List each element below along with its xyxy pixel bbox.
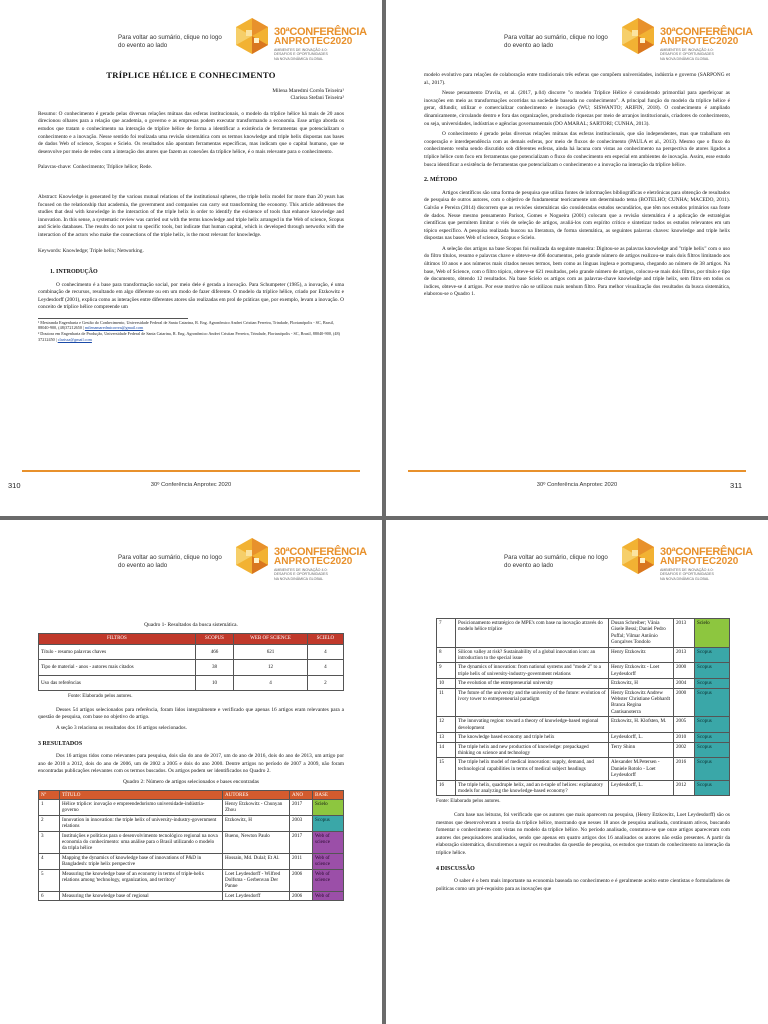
section-heading-introducao: 1. INTRODUÇÃO — [50, 269, 98, 276]
title-cell: The triple helix, quadruple helix, and an n-tuple of helices: explanatory models for analyzing the knowledge-based economy? — [456, 780, 609, 796]
year-cell: 2012 — [674, 780, 695, 796]
title-cell: Silicon valley at risk? Sustainability of a global innovation icon: an introduction to the special issue — [456, 647, 609, 663]
quadro-2-table — [38, 790, 344, 902]
paragraph: Nesse pensamento D'avila, et al. (2017, p.04) discorre "o modelo Tríplice Hélice é considerado primordial para aperfeiçoar as inovações em meio as transformações ocorridas na sociedade baseada no conhecimento". A principal função do modelo da tríplice hélice é gerar, difundir, utilizar e comercializar conhecimento e inovação (WU; SISWANTO; ARIFIN, 2018). O conhecimento é ampliado dinamicamente, circulando dentro e fora das organizações, produzindo riquezas por meio de arranjos institucionais, criadores do conhecimento, ou seja, universidades, indústrias e agências governamentais (DO AMARAL; SARTORI; CUNHA, 2013). — [424, 90, 730, 127]
page-body — [436, 618, 730, 896]
page-footer — [0, 470, 382, 516]
page-header — [386, 10, 768, 60]
authors-cell: Leydesdorff, L. — [609, 733, 674, 742]
table-row — [437, 619, 730, 648]
footnote-2-email-link[interactable]: clarissa@gmail.com — [57, 336, 92, 342]
hexagon-logo-icon — [232, 16, 272, 56]
logo-subtitle: ANPROTEC2020 — [274, 556, 353, 567]
base-cell: Web of science — [313, 853, 344, 869]
year-cell: 2011 — [290, 853, 313, 869]
back-to-summary-link[interactable]: Para voltar ao sumário, clique no logo do evento ao lado — [118, 34, 222, 49]
year-cell: 2013 — [674, 619, 695, 648]
event-logo[interactable] — [618, 14, 758, 64]
table-cell: 38 — [195, 660, 233, 675]
quadro-1-source: Fonte: Elaborado pelos autores. — [68, 693, 133, 700]
title-cell: Measuring the knowledge base of an economy in terms of triple-helix relations among 'technology, organization, and territory' — [60, 869, 223, 891]
paragraph: A seleção dos artigos na base Scopus foi realizada da seguinte maneira: Digitou-se as palavras knowledge and "triple helix" com o uso do filtro títulos, resumo e palavras chave e obteve-se 466 documentos, pelo grande número de artigos realizou-se mais dois filtros limitando aos últimos 10 anos e aos números mais citados nesses termos, bem como as línguas inglesa e portuguesa, chegando ao número de 38 artigos. Na base, Web of Science, com o filtro tópico, obteve-se 621 resultados, pelo grande número de artigos, colocou-se mais dois filtros, por título e tipo de documento, obtendo 12 resultados. Na base Scielo os artigos com as palavras-chave knowledge and triple helix, sem filtro em todos os índices, obteve-se 4 artigos. Por esse motivo não se utilizou mais nenhum filtro. Para melhor visualização dos resultados da busca sistemática, elaborou-se o Quadro 1. — [424, 245, 730, 298]
authors-cell: Bueno, Newton Paulo — [223, 831, 290, 853]
row-number-cell: 2 — [39, 815, 60, 831]
quadro-2-table-continued — [436, 618, 730, 796]
title-cell: Instituições e políticas para o desenvolvimento tecnológico regional na nova economia do conhecimento: uma análise para o Brasil utilizando o modelo da tripla hélice — [60, 831, 223, 853]
page-header — [0, 10, 382, 60]
title-cell: Measuring the knowledge base of regional — [60, 891, 223, 900]
table-cell: 621 — [234, 645, 308, 660]
table-cell: 2 — [307, 675, 343, 690]
year-cell: 2017 — [290, 799, 313, 815]
base-cell: Web of science — [313, 831, 344, 853]
table-cell: Uso das referências — [39, 675, 196, 690]
table-row — [437, 688, 730, 717]
table-row — [39, 815, 344, 831]
paragraph: Dos 16 artigos tidos como relevantes para pesquisa, dois são do ano de 2017, um do ano de 2016, dois do ano de 2013, um artigo por ano de 2010 a 2012, dois do ano de 2006, um de 2002 a 2005 e dois do ano 2000. Dentre artigos no período de 2007 a 2009, não foram encontradas publicações relevantes com os termos buscados. Os artigos podem ser identificados no Quadro 2. — [38, 753, 344, 775]
article-title: TRÍPLICE HÉLICE E CONHECIMENTO — [106, 70, 276, 80]
page-body — [424, 72, 730, 302]
footnote-1: ¹ Mestranda Engenharia e Gestão do Conhecimento, Universidade Federal de Santa Catarina, R. Eng. Agronômico Andrei Cristian Ferreira, Trindade, Florianópolis - SC, Brasil, 88040-900, (48)37212650 | milenamaredmicorrea@gmail.com — [38, 320, 334, 331]
base-cell: Web of science — [313, 869, 344, 891]
section-heading-metodo: 2. MÉTODO — [424, 177, 458, 184]
hexagon-logo-icon — [618, 16, 658, 56]
table-row — [437, 780, 730, 796]
quadro-2-caption: Quadro 2: Número de artigos selecionados e bases encontradas — [123, 778, 259, 785]
base-cell: Scopus — [695, 679, 730, 688]
title-cell: The innovating region: toward a theory of knowledge-based regional development — [456, 717, 609, 733]
table-header-cell: SCIELO — [307, 633, 343, 644]
back-to-summary-link[interactable]: Para voltar ao sumário, clique no logo do evento ao lado — [504, 34, 608, 49]
keywords: Keywords: Knowledge; Triple helix; Networking. — [38, 247, 144, 254]
row-number-cell: 6 — [39, 891, 60, 900]
row-number-cell: 14 — [437, 742, 456, 758]
table-cell: 10 — [195, 675, 233, 690]
table-row — [39, 853, 344, 869]
page-footer — [386, 470, 768, 516]
year-cell: 2000 — [674, 663, 695, 679]
year-cell: 2010 — [674, 733, 695, 742]
row-number-cell: 8 — [437, 647, 456, 663]
year-cell: 2016 — [674, 758, 695, 780]
logo-tagline: AMBIENTES DE INOVAÇÃO 4.0: DESAFIOS E OPORTUNIDADES NA NOVA DINÂMICA GLOBAL — [660, 568, 714, 581]
footnote-divider — [38, 318, 188, 319]
resumo-paragraph: Resumo: O conhecimento é gerado pelas diversas relações mútuas das esferas institucionais, o modelo da tríplice hélice há mais de 20 anos direcionou olhares para a relação que academia, o governo e as empresas podem executar transformando a economia. Esse artigo aborda os estudos que tratam o conhecimento na interação de tríplice hélice de forma a identificar a existência de ferramentas que potencializam o conhecimento e a inovação. Nesse sentido foi realizada uma revisão sistemática com os termos knowledge and triple helix dispostas nas bases de dados Web of science, Scopus e Scielo. Os resultados não apontam ferramentas específicas, mas indicam que o capital humano, que se desenvolve por meio de redes com a interação dos atores que fazem as conexões da tríplice hélice, é o mais relevante para o conhecimento. — [38, 110, 344, 155]
title-cell: Mapping the dynamics of knowledge base of innovations of P&D in Bangladesh: triple helix perspective — [60, 853, 223, 869]
row-number-cell: 13 — [437, 733, 456, 742]
table-header-cell: WEB OF SCIENCE — [234, 633, 308, 644]
logo-title: 30ªCONFERÊNCIA — [274, 546, 367, 558]
year-cell: 2005 — [674, 717, 695, 733]
footnote-1-email-link[interactable]: milenamaredmicorrea@gmail.com — [84, 325, 144, 331]
logo-title: 30ªCONFERÊNCIA — [660, 546, 753, 558]
year-cell: 2006 — [290, 869, 313, 891]
authors-cell: Loet Leydesdorff - Wilfred Dolfsma - Gerbenvan Der Panne — [223, 869, 290, 891]
row-number-cell: 7 — [437, 619, 456, 648]
base-cell: Scopus — [695, 742, 730, 758]
authors-cell: Terry Shinn — [609, 742, 674, 758]
title-cell: The triple helix and new production of knowledge: prepackaged thinking on science and technology — [456, 742, 609, 758]
table-cell: Tipo de material - anos - autores mais citados — [39, 660, 196, 675]
table-row — [437, 733, 730, 742]
row-number-cell: 16 — [437, 780, 456, 796]
quadro-2-source: Fonte: Elaborado pelos autores. — [436, 798, 501, 805]
back-to-summary-link[interactable]: Para voltar ao sumário, clique no logo do evento ao lado — [118, 554, 222, 569]
logo-subtitle: ANPROTEC2020 — [660, 36, 739, 47]
paragraph: O conhecimento é gerado pelas diversas relações mútuas das esferas institucionais, que são independentes, mas que trabalham em cooperação e interdependência com as demais esferas, por meio de fluxos de conhecimento (PAULA et al., 2013). Mesmo que o fluxo do conhecimento venha sendo discutido sob diferentes esferas, ainda há lacuna com vistas ao conhecimento na perspectiva de atores ligados a tríplice hélice com foco em ferramentas que potencializam o fluxo do conhecimento em especial em ambientes de inovação. Assim, esse estudo busca identificar a existência de ferramentas que potencializam o conhecimento e a inovação na interação da tríplice hélice. — [424, 131, 730, 168]
page-311 — [386, 0, 768, 516]
base-cell: Scopus — [695, 780, 730, 796]
base-cell: Scopus — [695, 758, 730, 780]
base-cell: Scopus — [695, 688, 730, 717]
table-row — [437, 663, 730, 679]
table-cell: 4 — [307, 645, 343, 660]
title-cell: Innovation in innovation: the triple helix of university-industry-government relations — [60, 815, 223, 831]
event-logo[interactable] — [232, 14, 372, 64]
year-cell: 2006 — [290, 891, 313, 900]
page-body — [38, 620, 344, 901]
table-row — [39, 675, 344, 690]
table-cell: 4 — [234, 675, 308, 690]
table-row — [39, 869, 344, 891]
paragraph: A seção 3 relaciona os resultados dos 16 artigos selecionados. — [56, 725, 187, 731]
table-row — [39, 799, 344, 815]
quadro-1-table — [38, 633, 344, 692]
logo-subtitle: ANPROTEC2020 — [660, 556, 739, 567]
row-number-cell: 1 — [39, 799, 60, 815]
title-cell: Hélice tríplice: inovação e empreendedorismo universidade-indústria-governo — [60, 799, 223, 815]
page-312 — [0, 520, 382, 1024]
row-number-cell: 10 — [437, 679, 456, 688]
abstract-paragraph: Abstract: Knowledge is generated by the various mutual relations of the institutional spheres, the triple helix model for more than 20 years has focused on the relationship that academia, the government and companies can carry out transforming the economy. This article addresses the studies that deal with knowledge in the interaction of the triple helix in order to identify the existence of tools that enhance knowledge and innovation. In this sense, a systematic review was carried out with the terms knowledge and triple helix arranged in the Web of science, Scopus and Scielo databases. The results do not point to specific tools, but indicate that human capital, which is developed through networks with the interaction of the actors who make the connections of the triple helix, is the most relevant for knowledge. — [38, 193, 344, 238]
table-row — [437, 647, 730, 663]
authors-cell: Dusan Schreiber; Vânia Gisele Bessi; Daniel Pedro Puffal; Vilmar Antônio Gonçalves Tondolo — [609, 619, 674, 648]
base-cell: Scopus — [695, 733, 730, 742]
title-cell: Posicionamento estratégico de MPE's com base na inovação através do modelo hélice tríplice — [456, 619, 609, 648]
authors-cell: Henry Etzkowitz — [609, 647, 674, 663]
table-row — [39, 660, 344, 675]
page-number: 310 — [8, 481, 21, 490]
base-cell: Scielo — [695, 619, 730, 648]
page-number: 311 — [730, 481, 742, 490]
logo-tagline: AMBIENTES DE INOVAÇÃO 4.0: DESAFIOS E OPORTUNIDADES NA NOVA DINÂMICA GLOBAL — [274, 568, 328, 581]
authors-cell: Henry Etzkowitz - Chunyan Zhou — [223, 799, 290, 815]
title-cell: The knowledge based economy and triple helix — [456, 733, 609, 742]
paragraph: Desses 54 artigos selecionados para referência, foram lidos integralmente e verificado que apenas 16 artigos eram relevantes para a questão de pesquisa, com base no objetivo do artigo. — [38, 706, 344, 721]
title-cell: The triple helix model of medical innovation: supply, demand, and technological capabilities in terms of medical subject headings — [456, 758, 609, 780]
year-cell: 2017 — [290, 831, 313, 853]
author-1: Milena Maredmi Corrêa Teixeira¹ — [272, 87, 344, 94]
page-310 — [0, 0, 382, 516]
row-number-cell: 12 — [437, 717, 456, 733]
page-body — [38, 72, 344, 343]
row-number-cell: 15 — [437, 758, 456, 780]
authors-cell: Henry Etzkowitz Andrew Webster Christiane Gebhardt Branca Regina Cantisanoterra — [609, 688, 674, 717]
paragraph: O saber é o bem mais importante na economia baseada no conhecimento e é geralmente aceito entre cientistas e formuladores de políticas como um pré-requisito para as inovações que — [436, 878, 730, 892]
authors-cell: Henry Etzkowitz - Loet Leydesdorff — [609, 663, 674, 679]
table-row — [437, 742, 730, 758]
logo-subtitle: ANPROTEC2020 — [274, 36, 353, 47]
base-cell: Scopus — [695, 717, 730, 733]
table-cell: Título - resumo palavras chaves — [39, 645, 196, 660]
logo-tagline: AMBIENTES DE INOVAÇÃO 4.0: DESAFIOS E OPORTUNIDADES NA NOVA DINÂMICA GLOBAL — [660, 48, 714, 61]
table-cell: 4 — [307, 660, 343, 675]
authors-cell: Loet Leydesdorff — [223, 891, 290, 900]
year-cell: 2004 — [674, 679, 695, 688]
logo-title: 30ªCONFERÊNCIA — [274, 26, 367, 38]
table-row — [39, 831, 344, 853]
authors-cell: Leydesdorff, L. — [609, 780, 674, 796]
table-row — [437, 679, 730, 688]
table-header-cell: ANO — [290, 790, 313, 799]
footnote-2: ² Doutora em Engenharia de Produção, Universidade Federal de Santa Catarina, R. Eng. Agronômico Andrei Cristian Ferreira, Trindade, Florianópolis - SC, Brasil, 88040-900, (48) 37212450 | clarissa@gmail.com — [38, 331, 340, 342]
base-cell: Scopus — [695, 647, 730, 663]
row-number-cell: 11 — [437, 688, 456, 717]
row-number-cell: 4 — [39, 853, 60, 869]
authors-cell: Hossain, Md. Dulal; Et Al. — [223, 853, 290, 869]
table-cell: 12 — [234, 660, 308, 675]
base-cell: Scopus — [695, 663, 730, 679]
hexagon-logo-icon — [232, 536, 272, 576]
base-cell: Scielo — [313, 799, 344, 815]
page-313 — [386, 520, 768, 1024]
intro-paragraph: O conhecimento é a base para transformação social, por meio dele é gerada a inovação. Para Schumpeter (1985), a inovação, é uma combinação de recursos, resultando em algo diferente ou em um modo de fazer diferente. O modelo da tríplice hélice, criado por Etzkowitz e Leydesdorff (2001), explica como as interações entre diferentes atores são realizadas em prol de práticas que, por exemplo, levam a inovação. O conceito de tríplice hélice compreende um — [38, 281, 344, 311]
author-2: Clarissa Stefani Teixeira² — [290, 95, 344, 102]
paragraph: Com base nas leituras, foi verificado que os autores que mais aparecem na pesquisa, (Henry Etzkowitz, Loet Leydesdorff) são os mesmos que desenvolveram a teoria da tríplice hélice, mostrando que nesses 18 anos de pesquisa analisada, continuam ativos, buscando fomentar o conhecimento com vistas no modelo da tríplice hélice. No período analisado, constatou-se que onze artigos apareceram com autores dos pesquisadores analisados, sendo que apenas em quatro artigos dos 16 analisados os autores não estão presentes. A partir da elaboração sistemática, discutiremos a seguir os resultados da questão de pesquisa, os estudos que tratam do conhecimento na interação da tríplice hélice. — [436, 811, 730, 856]
year-cell: 2003 — [290, 815, 313, 831]
table-header-cell: TÍTULO — [60, 790, 223, 799]
base-cell: Scopus — [313, 815, 344, 831]
table-header-cell: FILTROS — [39, 633, 196, 644]
paragraph: Artigos científicos são uma forma de pesquisa que utiliza fontes de informações bibliográficas e eletrônicas para obtenção de resultados de pesquisa de outros autores, com o objetivo de fundamentar teoricamente um determinado tema (BOTELHO; CUNHA; MACEDO, 2011). Galvão e Pereira (2014) discorrem que as revisões sistemáticas são consideradas estudos secundários, que têm nos estudos primários sua fonte de dados. Nesse mesmo pensamento Parisot, Gomes e Nogueira (2001) colocam que a revisão sistemática é a aplicação de estratégias científicas que permitem limitar o viés de seleção de artigos, avaliá-los com espírito crítico e sintetizar todos os estudos relevantes em um tópico específico. A pesquisa realizada buscou na literatura, de forma sistemática, as seguintes palavras chaves: knowledge and triple helix dispostas nas bases Web of science, Scopus e Scielo. — [424, 189, 730, 242]
event-logo[interactable] — [232, 534, 372, 584]
row-number-cell: 3 — [39, 831, 60, 853]
footer-rule — [408, 470, 746, 472]
back-to-summary-link[interactable]: Para voltar ao sumário, clique no logo do evento ao lado — [504, 554, 608, 569]
palavras-chave: Palavras-chave: Conhecimento; Tríplice hélice; Rede. — [38, 164, 152, 171]
row-number-cell: 9 — [437, 663, 456, 679]
table-cell: 466 — [195, 645, 233, 660]
section-heading-resultados: 3 RESULTADOS — [38, 740, 83, 747]
paragraph: modelo evolutivo para relações de colaboração entre tradicionais três esferas que compõem universidades, indústria e governo (SARPONG et al., 2017). — [424, 72, 730, 86]
authors-cell: Etzkowitz, H — [223, 815, 290, 831]
footer-rule — [22, 470, 360, 472]
table-row — [39, 891, 344, 900]
section-heading-discussao: 4 DISCUSSÃO — [436, 865, 475, 872]
table-header-cell: SCOPUS — [195, 633, 233, 644]
page-header — [0, 530, 382, 580]
table-header-cell: BASE — [313, 790, 344, 799]
authors-cell: Alexander M.Petersen - Daniele Rotolo - Loet Leydesdorff — [609, 758, 674, 780]
table-row — [437, 758, 730, 780]
row-number-cell: 5 — [39, 869, 60, 891]
event-logo[interactable] — [618, 534, 758, 584]
year-cell: 2013 — [674, 647, 695, 663]
authors-cell: Etzkowitz, H — [609, 679, 674, 688]
base-cell: Web of — [313, 891, 344, 900]
title-cell: The dynamics of innovation: from national systems and "mode 2" to a triple helix of university-industry-government relations — [456, 663, 609, 679]
table-row — [39, 645, 344, 660]
table-row — [437, 717, 730, 733]
hexagon-logo-icon — [618, 536, 658, 576]
logo-title: 30ªCONFERÊNCIA — [660, 26, 753, 38]
footer-conference: 30º Conferência Anprotec 2020 — [536, 482, 618, 488]
quadro-1-caption: Quadro 1- Resultados da busca sistemática. — [144, 622, 238, 628]
page-header — [386, 530, 768, 580]
table-header-cell: AUTORES — [223, 790, 290, 799]
footer-conference: 30º Conferência Anprotec 2020 — [150, 482, 232, 488]
authors-cell: Etzkowitz, H. Klofsten, M. — [609, 717, 674, 733]
year-cell: 2002 — [674, 742, 695, 758]
title-cell: The evolution of the entrepreneurial university — [456, 679, 609, 688]
year-cell: 2000 — [674, 688, 695, 717]
table-header-cell: Nº — [39, 790, 60, 799]
title-cell: The future of the university and the university of the future: evolution of ivory tower to entrepreneurial paradigm — [456, 688, 609, 717]
logo-tagline: AMBIENTES DE INOVAÇÃO 4.0: DESAFIOS E OPORTUNIDADES NA NOVA DINÂMICA GLOBAL — [274, 48, 328, 61]
